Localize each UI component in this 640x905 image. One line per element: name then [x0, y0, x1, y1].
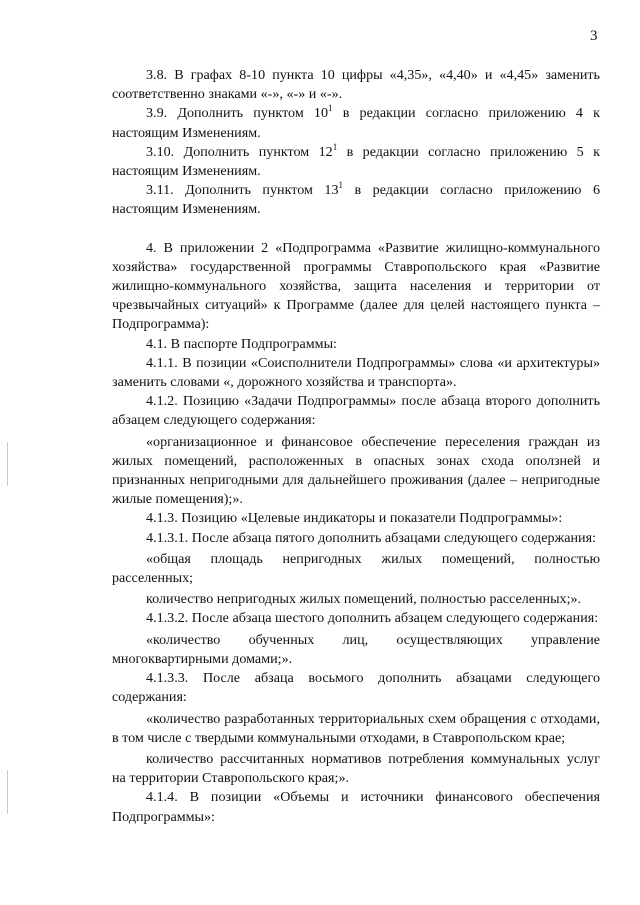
quote-2: «общая площадь непригодных жилых помещений, полностью расселенных;: [112, 550, 600, 587]
quote-6: количество рассчитанных нормативов потребления коммунальных услуг на территории Ставропольского края;».: [112, 750, 600, 787]
paragraph-3-9: 3.9. Дополнить пунктом $10^1$ в редакции согласно приложению 4 к настоящим Изменениям.: [112, 103, 600, 141]
paragraph-4-1: 4.1. В паспорте Подпрограммы:: [146, 335, 337, 352]
quote-5: «количество разработанных территориальных схем обращения с отходами, в том числе с твердыми коммунальными отходами, в Ставропольском крае;: [112, 710, 600, 746]
paragraph-4-1-4: 4.1.4. В позиции «Объемы и источники финансового обеспечения Подпрограммы»:: [112, 789, 600, 825]
paragraph-4: 4. В приложении 2 «Подпрограмма «Развитие жилищно-коммунального хозяйства» государственной программы Ставропольского края «Развитие жилищно-коммунального хозяйства, защита населения и территории от чрезвычайных ситуаций» к Программе (далее для целей настоящего пункта – Подпрограмма):: [112, 239, 600, 333]
left-margin-mark-top: [7, 442, 8, 486]
document-body: [112, 66, 600, 827]
page-number: 3: [590, 28, 598, 44]
paragraph-3-10: 3.10. Дополнить пунктом $12^1$ в редакции согласно приложению 5 к настоящим Изменениям.: [112, 141, 600, 180]
left-margin-mark-bottom: [7, 770, 8, 814]
quote-4: «количество обученных лиц, осуществляющих управление многоквартирными домами;».: [112, 631, 600, 667]
paragraph-4-1-1: 4.1.1. В позиции «Соисполнители Подпрограммы» слова «и архитектуры» заменить словами «, дорожного хозяйства и транспорта».: [112, 354, 600, 391]
paragraph-3-8: 3.8. В графах 8-10 пункта 10 цифры «4,35», «4,40» и «4,45» заменить соответственно знаками «-», «-» и «-».: [112, 67, 600, 103]
paragraph-4-1-2: 4.1.2. Позицию «Задачи Подпрограммы» после абзаца второго дополнить абзацем следующего содержания:: [112, 393, 600, 429]
paragraph-4-1-3-1: 4.1.3.1. После абзаца пятого дополнить абзацами следующего содержания:: [146, 529, 597, 546]
quote-1: «организационное и финансовое обеспечение переселения граждан из жилых помещений, расположенных в опасных зонах схода оползней и признанных непригодными для дальнейшего проживания (далее – непригодные жилые помещения);».: [112, 433, 600, 508]
paragraph-4-1-3-2: 4.1.3.2. После абзаца шестого дополнить абзацем следующего содержания:: [146, 610, 599, 627]
paragraph-4-1-3-3: 4.1.3.3. После абзаца восьмого дополнить абзацами следующего содержания:: [112, 670, 600, 706]
paragraph-3-11: 3.11. Дополнить пунктом $13^1$ в редакции согласно приложению 6 настоящим Изменениям.: [112, 180, 601, 218]
quote-3: количество непригодных жилых помещений, полностью расселенных;».: [146, 591, 582, 608]
paragraph-4-1-3: 4.1.3. Позицию «Целевые индикаторы и показатели Подпрограммы»:: [146, 510, 563, 527]
